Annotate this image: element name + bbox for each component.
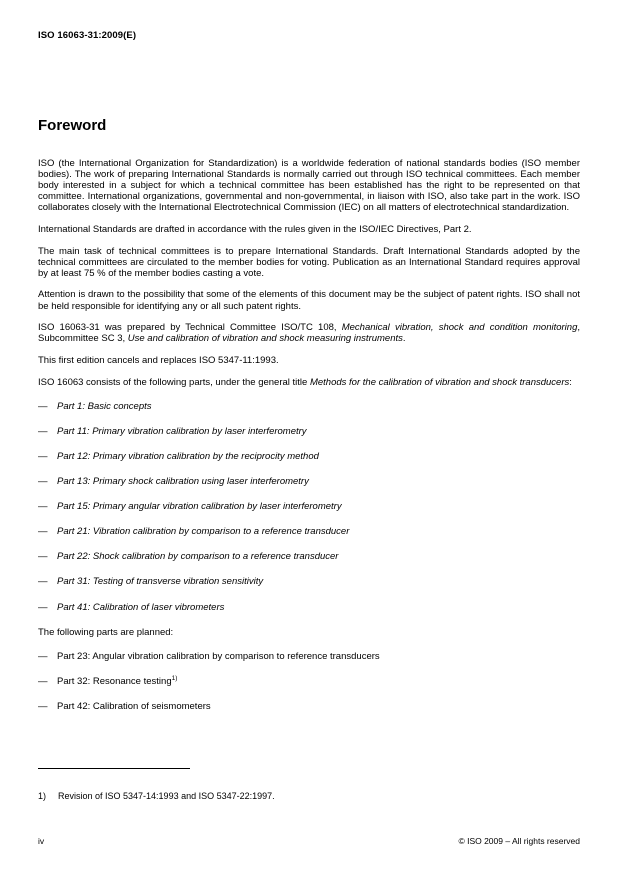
paragraph-planned-parts: The following parts are planned: — [38, 626, 174, 638]
page-title: Foreword — [38, 117, 107, 134]
list-item — [38, 701, 580, 712]
paragraph-main-task: The main task of technical committees is to prepare International Standards. Draft International Standards adopted by the technical committees are circulated to the member bodies for voting. Publication as an International Standard requires approval by at least 75 % of the member bodies casting a vote. — [38, 245, 580, 279]
dash: — — [38, 601, 48, 613]
list-item — [38, 501, 580, 512]
text-segment: ISO 16063-31 was prepared by Technical Committee ISO/TC 108, — [38, 322, 342, 334]
list-item-text: Part 13: Primary shock calibration using laser interferometry — [57, 475, 309, 487]
list-item — [38, 401, 580, 412]
page-footer — [38, 836, 580, 846]
text-segment: : — [569, 376, 572, 388]
text-segment: ISO 16063 consists of the following parts, under the general title — [38, 376, 310, 388]
list-item — [38, 476, 580, 487]
list-item-text: Part 12: Primary vibration calibration by the reciprocity method — [57, 450, 319, 462]
footnote-rule — [38, 768, 190, 769]
paragraph-consists-of-parts — [38, 377, 580, 388]
document-reference-header: ISO 16063-31:2009(E) — [38, 30, 137, 41]
list-item-text: Part 15: Primary angular vibration calibration by laser interferometry — [57, 501, 342, 513]
list-item — [38, 426, 580, 437]
dash: — — [38, 576, 48, 588]
paragraph-iso-federation: ISO (the International Organization for Standardization) is a worldwide federation of national standards bodies (ISO member bodies). The work of preparing International Standards is normally carried out through ISO technical committees. Each member body interested in a subject for which a technical committee has been established has the right to be represented on that committee. International organizations, governmental and non-governmental, in liaison with ISO, also take part in the work. ISO collaborates closely with the International Electrotechnical Commission (IEC) on all matters of electrotechnical standardization. — [38, 158, 580, 214]
list-item — [38, 576, 580, 587]
paragraph-prepared-by — [38, 322, 580, 344]
dash: — — [38, 425, 48, 437]
list-item-text — [57, 676, 580, 687]
list-item-text: Part 31: Testing of transverse vibration sensitivity — [57, 576, 264, 588]
list-item-text: Part 41: Calibration of laser vibrometers — [57, 601, 225, 613]
list-item — [38, 551, 580, 562]
list-item-text: Part 23: Angular vibration calibration by comparison to reference transducers — [57, 650, 380, 662]
list-item-text: Part 11: Primary vibration calibration by laser interferometry — [57, 425, 307, 437]
list-item-text-segment: Part 32: Resonance testing — [57, 675, 172, 687]
text-segment: , Subcommittee SC 3, — [38, 322, 580, 345]
list-item — [38, 676, 580, 687]
text-segment-italic: Use and calibration of vibration and shock measuring instruments — [127, 333, 403, 345]
list-item — [38, 526, 580, 537]
dash: — — [38, 400, 48, 412]
text-segment: . — [402, 333, 406, 345]
list-item-text: Part 21: Vibration calibration by comparison to a reference transducer — [57, 526, 350, 538]
list-item — [38, 651, 580, 662]
list-item — [38, 451, 580, 462]
text-segment-italic: Methods for the calibration of vibration and shock transducers — [309, 376, 570, 388]
footnote-reference: 1) — [171, 674, 178, 682]
paragraph-patent-rights: Attention is drawn to the possibility that some of the elements of this document may be the subject of patent rights. ISO shall not be held responsible for identifying any or all such patent rights. — [38, 289, 580, 312]
list-item-text: Part 22: Shock calibration by comparison to a reference transducer — [57, 551, 339, 563]
list-item-text: Part 42: Calibration of seismometers — [57, 700, 211, 712]
dash: — — [38, 475, 48, 487]
dash: — — [38, 551, 48, 563]
dash: — — [38, 650, 48, 662]
dash: — — [38, 526, 48, 538]
dash: — — [38, 675, 48, 687]
page-number: iv — [38, 836, 45, 846]
paragraph-directives: International Standards are drafted in accordance with the rules given in the ISO/IEC Directives, Part 2. — [38, 224, 472, 236]
text-segment-italic: Mechanical vibration, shock and condition monitoring — [341, 322, 578, 334]
footnote-marker: 1) — [38, 791, 47, 801]
copyright-notice: © ISO 2009 – All rights reserved — [458, 836, 580, 846]
footnote-area — [38, 768, 580, 802]
footnote — [38, 791, 580, 802]
dash: — — [38, 450, 48, 462]
footnote-text: Revision of ISO 5347-14:1993 and ISO 5347-22:1997. — [58, 791, 275, 801]
dash: — — [38, 501, 48, 513]
dash: — — [38, 700, 48, 712]
list-item-text: Part 1: Basic concepts — [57, 400, 152, 412]
paragraph-first-edition: This first edition cancels and replaces ISO 5347-11:1993. — [38, 354, 279, 366]
list-item — [38, 602, 580, 613]
